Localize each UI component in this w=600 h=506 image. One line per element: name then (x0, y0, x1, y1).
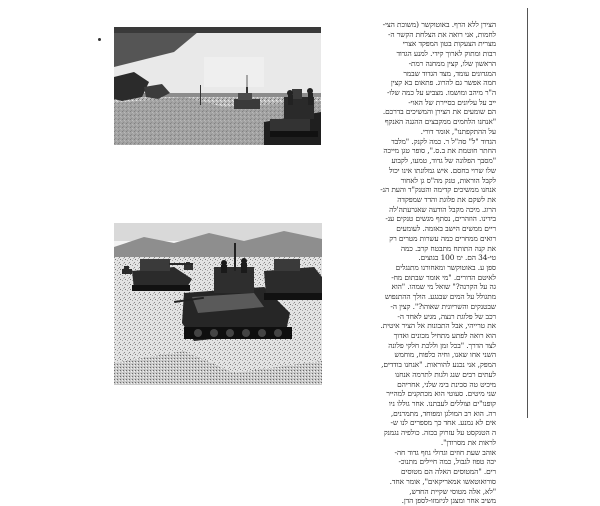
article-line: ייב על עליונים בסיירת של האוי- (408, 97, 496, 107)
article-line: "מסבך הפלונה של גדוד, טמעו, לקבוע (391, 156, 496, 166)
article-line: לאיטם הדורים. "מי אומר שבתום מח- (391, 272, 496, 282)
article-line: שלו שרוי בחסם. איש גמלונתו אינו יכול (388, 165, 496, 175)
article-line: חמה אפשר גם להרוג. פתאום בא קצין (390, 78, 496, 88)
article-line: השני אחו שאנו, וחיה כלפוח, מוחמש (394, 350, 496, 360)
article-line: ספן ע. באוטוקשר ומאחורנו מתנגלים (395, 262, 496, 272)
article-line: את טרייהי, אבל התבונות אל הציר איטית. (380, 321, 496, 331)
photo-bottom-image (114, 223, 322, 385)
photo-bottom (114, 223, 322, 385)
article-line: המפק, אני נכנע להוראות. "אנחנו בודדים, (381, 360, 496, 370)
article-line: הרוג. מיכה מקבל הודעה שאגרעתה'לה (389, 204, 496, 214)
scan-speck (98, 38, 101, 41)
article-line: את לשקם את פלוגת והדד שמפקדה (397, 194, 496, 204)
article-line: יכה טפוז לגבול, כמה חיילים מתנוכ- (398, 457, 496, 467)
article-line: החתר חוטמת את ב.ס.", סופר טגן מייכה (383, 146, 496, 156)
article-line: לחמות, אני רואה את הצלחת הקשר ה- (387, 29, 496, 39)
article-line: ה"ר מיהב ומושמו. מצביע על כמה שלו- (386, 88, 496, 98)
page-fold-line (527, 8, 528, 418)
article-line: מצרית הצעקות בטון המפקד אצרי (402, 39, 496, 49)
article-line: לראות את מסרודן". (440, 437, 496, 447)
article-line: הגדוד "ל" סה"ל ר. כמה לקנק. "מלבד (391, 136, 496, 146)
article-line: הראשון שלו, קצין ממחנה רמת- (408, 58, 496, 68)
article-line: טי-34 הם. ימ 100 בגוצים. (418, 253, 496, 263)
article-line: שבטנקים והשריונית שאוהו?". קצין ה- (390, 301, 496, 311)
article-line: רכב של פלוגת רנצה, מגיע לאחד ה- (397, 311, 496, 321)
article-line: הוא רואה לפתע מתחיל מכונים ואדוך (393, 331, 496, 340)
article-line: הם שומעים את הצירן והמשיכים בדרכם. (382, 107, 496, 117)
article-line: קופנו"ים וצוללים לעבתנו. אחר גוללו ניו (388, 399, 496, 409)
article-line: מתגולל על המים שבגגע. הולך ההתנפוש (384, 292, 496, 302)
article-line: מיכיט טה סכינת בימ שלני, אחריהם (397, 379, 496, 389)
article-line: רה. הוא רב המולגן ומפוחד, מתמרנים, (390, 408, 496, 418)
photo-top (114, 27, 321, 145)
article-line: על ההתקפתנו", אומר דורי. (420, 126, 496, 136)
article-line: רואים ממחרים כמה עשרות מטרים רק (389, 233, 496, 243)
photo-top-image (114, 27, 321, 145)
article-line: אים לא נמנע. אחד כך מספרים לנו ש- (390, 418, 496, 428)
article-line: "לא, אלה מטוסי שקיית החדש, (409, 486, 496, 496)
article-line: ריים ממשים הישב באזמה. לעומעים (396, 224, 496, 234)
article-line: רים. "המטוסים האלה הם מטוסים (400, 467, 496, 477)
article-line: לקבל הוראות, טנק מה"ס גן לאחור (400, 175, 496, 185)
article-line: שני מיטים. סעוטי הוא מכתקנים למהייר (386, 389, 496, 399)
article-text-column (332, 20, 496, 506)
article-line: גה על הקרנה?" שואל מי שמהו. "הוא (391, 282, 496, 292)
article-line: לצד הדרך. "בכל זמן וללכת חלקי פלונה (388, 340, 496, 350)
article-line: בידינו. הוזהרים, נסתף מגשים טנקים ענ- (385, 214, 496, 224)
article-line: ה הטנקסט על עזרוק בכזה. כולפיה נגמנק (383, 428, 496, 438)
article-line: המגדונים עומד, מצד הגדוד שבמר (403, 68, 496, 78)
article-line: סורואוטאשו אמאריקאים", אומר אחד. (389, 476, 496, 486)
article-line: את קנה התותח מתבטח קרב. כמה (400, 243, 496, 253)
article-line: משיב אחר ומצגן לגיזמזו-לספן הדן. (401, 496, 496, 506)
article-line: הצירן ללא הרף. באוטוקשר (משוכת הצי- (382, 20, 496, 29)
article-line: רבות ומתוק לארוך קידי. למנע הגדוד (396, 49, 496, 59)
article-line: לעתים רבים שנג ולגות לתרמה אנחנו (395, 369, 496, 379)
article-line: אנחנו ממשיכים קדימה והטנק"ד והעת הנ- (380, 185, 496, 195)
article-line: אוהב שעת חוזים וגדולי גוזף גדוד חה- (394, 447, 496, 457)
article-line: "אנחנו הלחמים ממקבצים ההגנה האנקף (384, 117, 496, 127)
